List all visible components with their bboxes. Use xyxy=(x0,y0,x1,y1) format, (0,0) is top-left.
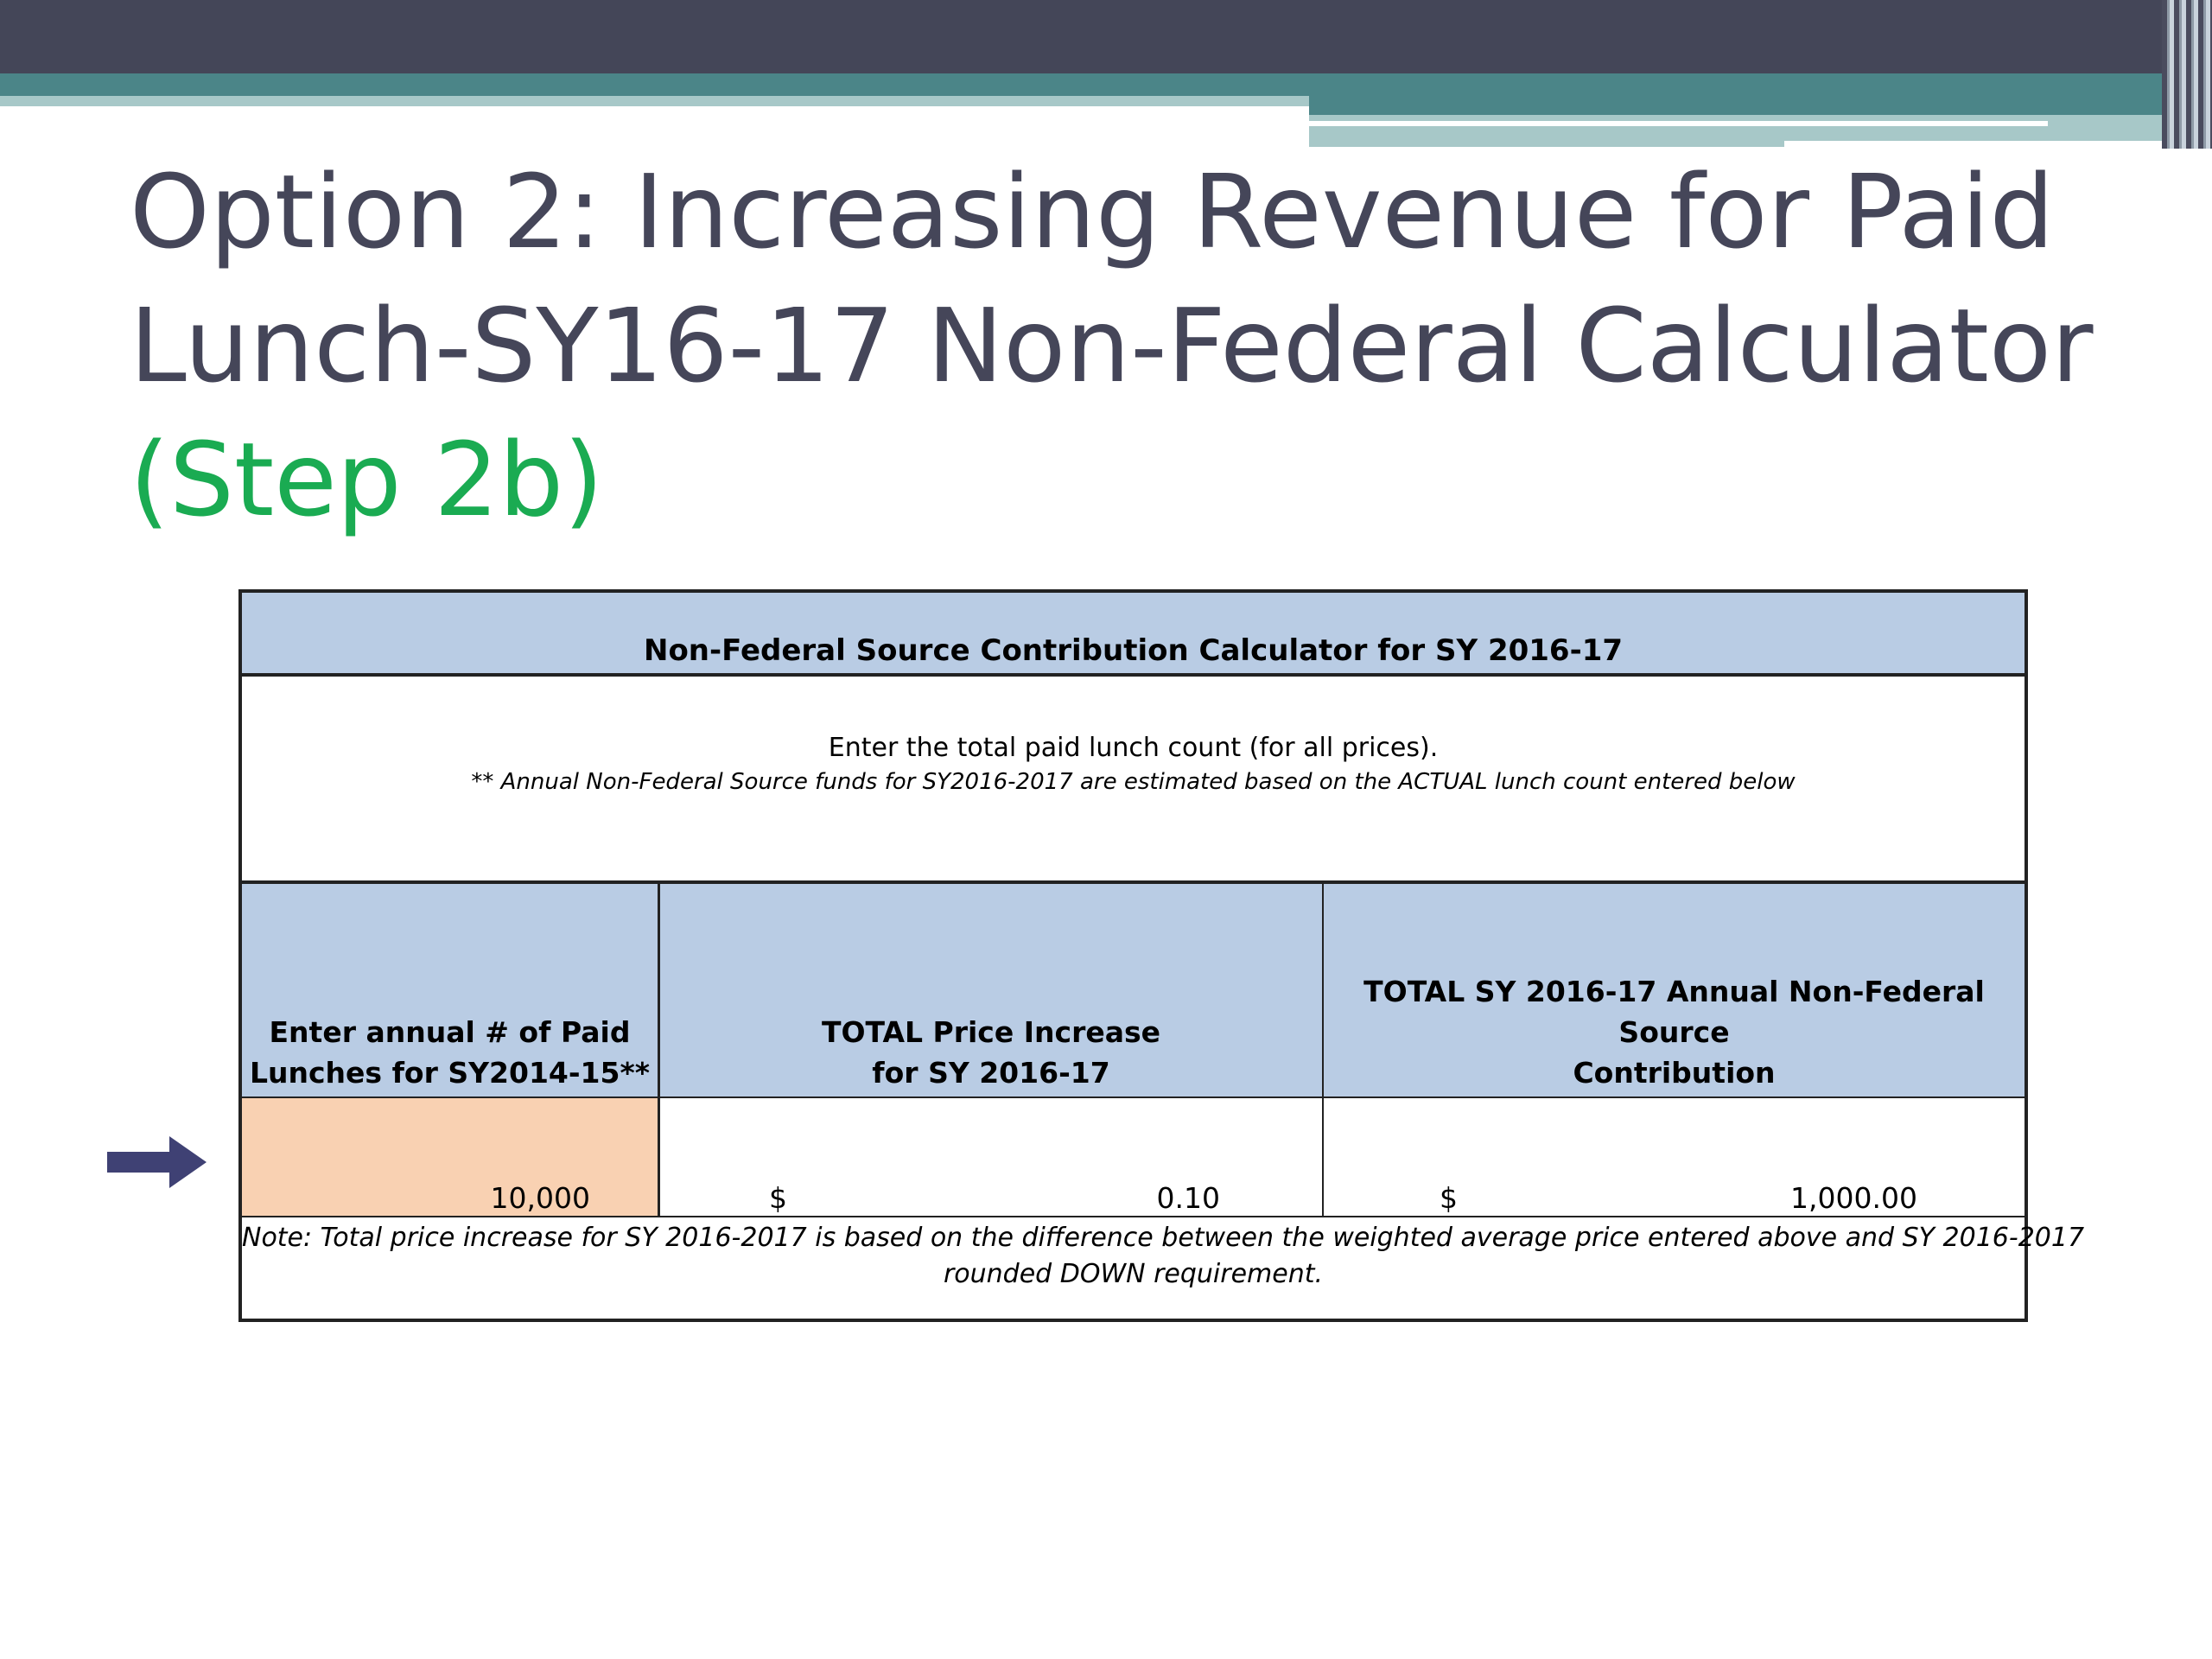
paid-lunches-value: 10,000 xyxy=(490,1181,590,1215)
calculator-note xyxy=(242,1217,2085,1322)
column-header-label: TOTAL Price Increase for SY 2016-17 xyxy=(821,1015,1161,1090)
price-increase-value: 0.10 xyxy=(1156,1181,1220,1215)
currency-symbol: $ xyxy=(1440,1181,1458,1215)
header-band-dark xyxy=(0,0,2195,73)
calculator-title: Non-Federal Source Contribution Calculator for SY 2016-17 xyxy=(242,593,2024,677)
header-edge-stripes xyxy=(2162,0,2212,149)
note-line-1: Note: Total price increase for SY 2016-2017 is based on the difference between the weighted average price entered above and SY 2016-2017 xyxy=(242,1223,2085,1253)
instruction-note: ** Annual Non-Federal Source funds for SY2016-2017 are estimated based on the ACTUAL lunch count entered below xyxy=(471,769,1796,795)
price-increase-cell xyxy=(660,1098,1324,1217)
contribution-value: 1,000.00 xyxy=(1790,1181,1917,1215)
column-header-paid-lunches xyxy=(242,884,660,1098)
slide-title-step: (Step 2b) xyxy=(130,420,604,539)
right-arrow-icon xyxy=(107,1136,207,1188)
header-band-teal-right xyxy=(1309,73,2195,115)
header-band-accent-line xyxy=(1309,121,2048,126)
column-header-contribution xyxy=(1324,884,2024,1098)
calculator-table xyxy=(238,589,2085,1322)
contribution-cell xyxy=(1324,1098,2024,1217)
currency-symbol: $ xyxy=(769,1181,787,1215)
column-header-label: Enter annual # of Paid Lunches for SY2014-15** xyxy=(249,1015,650,1090)
column-header-label: TOTAL SY 2016-17 Annual Non-Federal Source Contribution xyxy=(1363,975,1985,1090)
paid-lunches-input-cell[interactable] xyxy=(242,1098,660,1217)
column-header-price-increase xyxy=(660,884,1324,1098)
header-band-teal-left xyxy=(0,73,1309,96)
slide-title-line-2: Lunch-SY16-17 Non-Federal Calculator xyxy=(130,286,2094,405)
slide-title-line-1: Option 2: Increasing Revenue for Paid xyxy=(130,152,2055,271)
note-line-2: rounded DOWN requirement. xyxy=(943,1259,1324,1289)
slide-title xyxy=(130,145,2117,547)
instruction-text: Enter the total paid lunch count (for all prices). xyxy=(828,733,1439,763)
header-band-light-left xyxy=(0,96,1309,106)
calculator-instructions xyxy=(242,677,2024,884)
